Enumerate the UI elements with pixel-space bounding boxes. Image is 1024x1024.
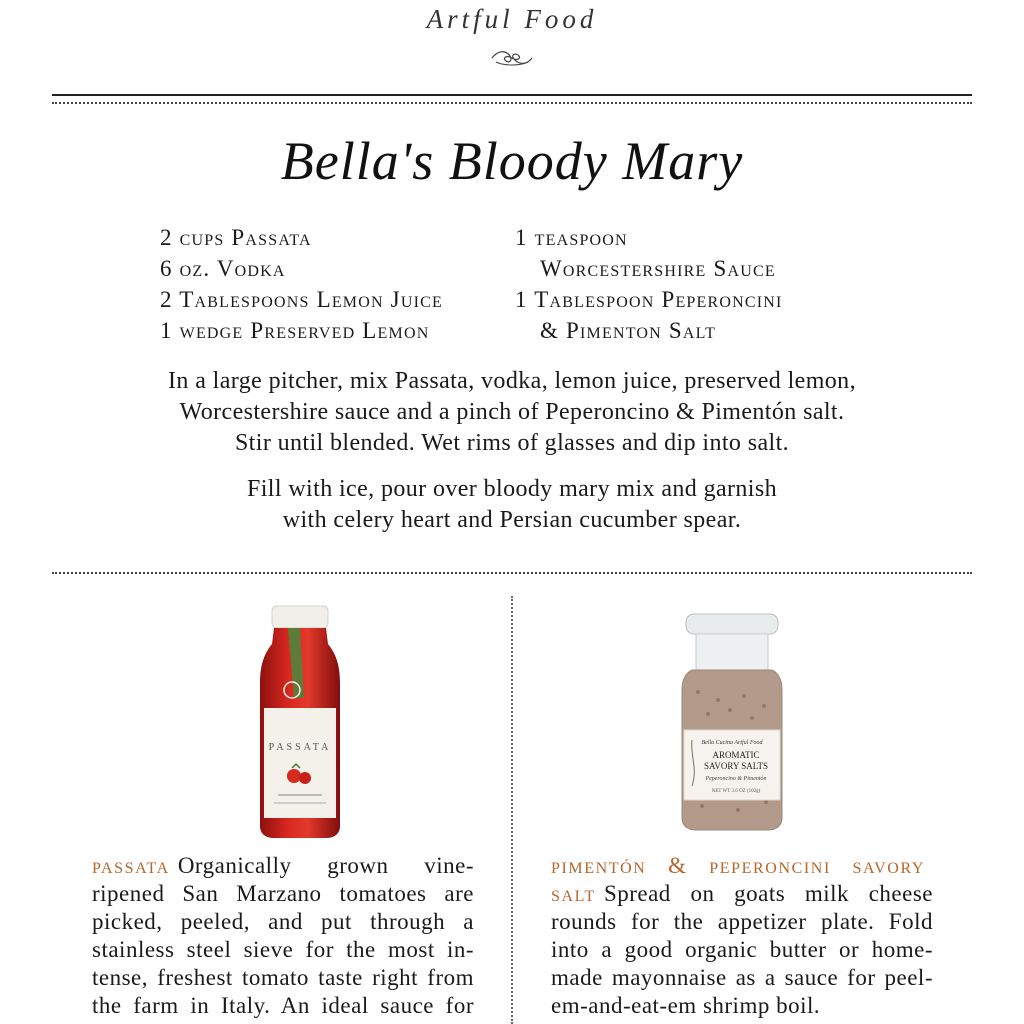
recipe-title: Bella's Bloody Mary	[280, 131, 744, 191]
brand-name: Artful Food	[426, 4, 598, 34]
instructions-paragraph-1	[0, 366, 1024, 459]
product-name-passata: passata	[92, 853, 170, 878]
description-text: Spread on goats milk cheese	[603, 881, 933, 906]
passata-description	[92, 852, 474, 1020]
instruction-line: Stir until blended. Wet rims of glasses and dip into salt.	[234, 430, 790, 456]
passata-label-text: PASSATA	[268, 742, 332, 753]
description-line	[92, 852, 474, 880]
ingredient-item: 2 Tablespoons Lemon Juice	[160, 287, 443, 312]
salt-label-sub: Peperoncino & Pimentón	[705, 776, 767, 782]
description-text: Organically grown vine-	[177, 853, 474, 878]
instruction-line: In a large pitcher, mix Passata, vodka, lemon juice, preserved lemon,	[168, 368, 856, 394]
description-line: tense, freshest tomato taste right from	[92, 965, 474, 990]
description-line	[551, 880, 933, 908]
ingredient-item: 1 wedge Preserved Lemon	[160, 318, 430, 343]
passata-bottle-image	[258, 604, 342, 840]
description-line: into a good organic butter or home-	[551, 937, 933, 962]
product-name-salt: pimentón & peperoncini savory	[551, 853, 925, 878]
salt-label-title-2: SAVORY SALTS	[704, 761, 768, 771]
description-line	[551, 852, 933, 880]
header-dotted-rule	[52, 102, 972, 104]
instructions-paragraph-2	[0, 474, 1024, 536]
instruction-line: Fill with ice, pour over bloody mary mix and garnish	[246, 476, 778, 502]
savory-salt-jar-image	[678, 610, 786, 832]
ingredient-item: Worcestershire Sauce	[540, 256, 776, 281]
salt-label-title-1: AROMATIC	[712, 750, 760, 760]
description-line: the farm in Italy. An ideal sauce for	[92, 993, 474, 1018]
ingredients-left-column	[160, 222, 443, 346]
salt-description	[551, 852, 933, 1020]
description-line: made mayonnaise as a sauce for peel-	[551, 965, 933, 990]
salt-label-brand: Bella Cucina Artful Food	[701, 740, 763, 746]
description-line: stainless steel sieve for the most in-	[92, 937, 474, 962]
instruction-line: Worcestershire sauce and a pinch of Peperoncino & Pimentón salt.	[179, 399, 845, 425]
salt-label-weight: NET WT 3.6 OZ (102g)	[711, 789, 761, 794]
instruction-line: with celery heart and Persian cucumber spear.	[282, 507, 742, 533]
ingredient-item: 1 Tablespoon Peperoncini	[515, 287, 783, 312]
description-line: picked, peeled, and put through a	[92, 909, 474, 934]
ingredient-item: 2 cups Passata	[160, 225, 312, 250]
section-dotted-rule	[52, 572, 972, 574]
ingredient-item: 6 oz. Vodka	[160, 256, 286, 281]
header-rule	[52, 94, 972, 96]
flourish-ornament-icon	[488, 46, 536, 70]
description-line: rounds for the appetizer plate. Fold	[551, 909, 933, 934]
column-dotted-divider	[511, 596, 513, 1024]
description-line: em-and-eat-em shrimp boil.	[551, 993, 821, 1018]
ingredients-right-column	[515, 222, 783, 346]
ingredient-item: 1 teaspoon	[515, 225, 628, 250]
ingredient-item: & Pimenton Salt	[540, 318, 717, 343]
description-line: ripened San Marzano tomatoes are	[92, 881, 474, 906]
product-name-salt-cont: salt	[551, 881, 596, 906]
